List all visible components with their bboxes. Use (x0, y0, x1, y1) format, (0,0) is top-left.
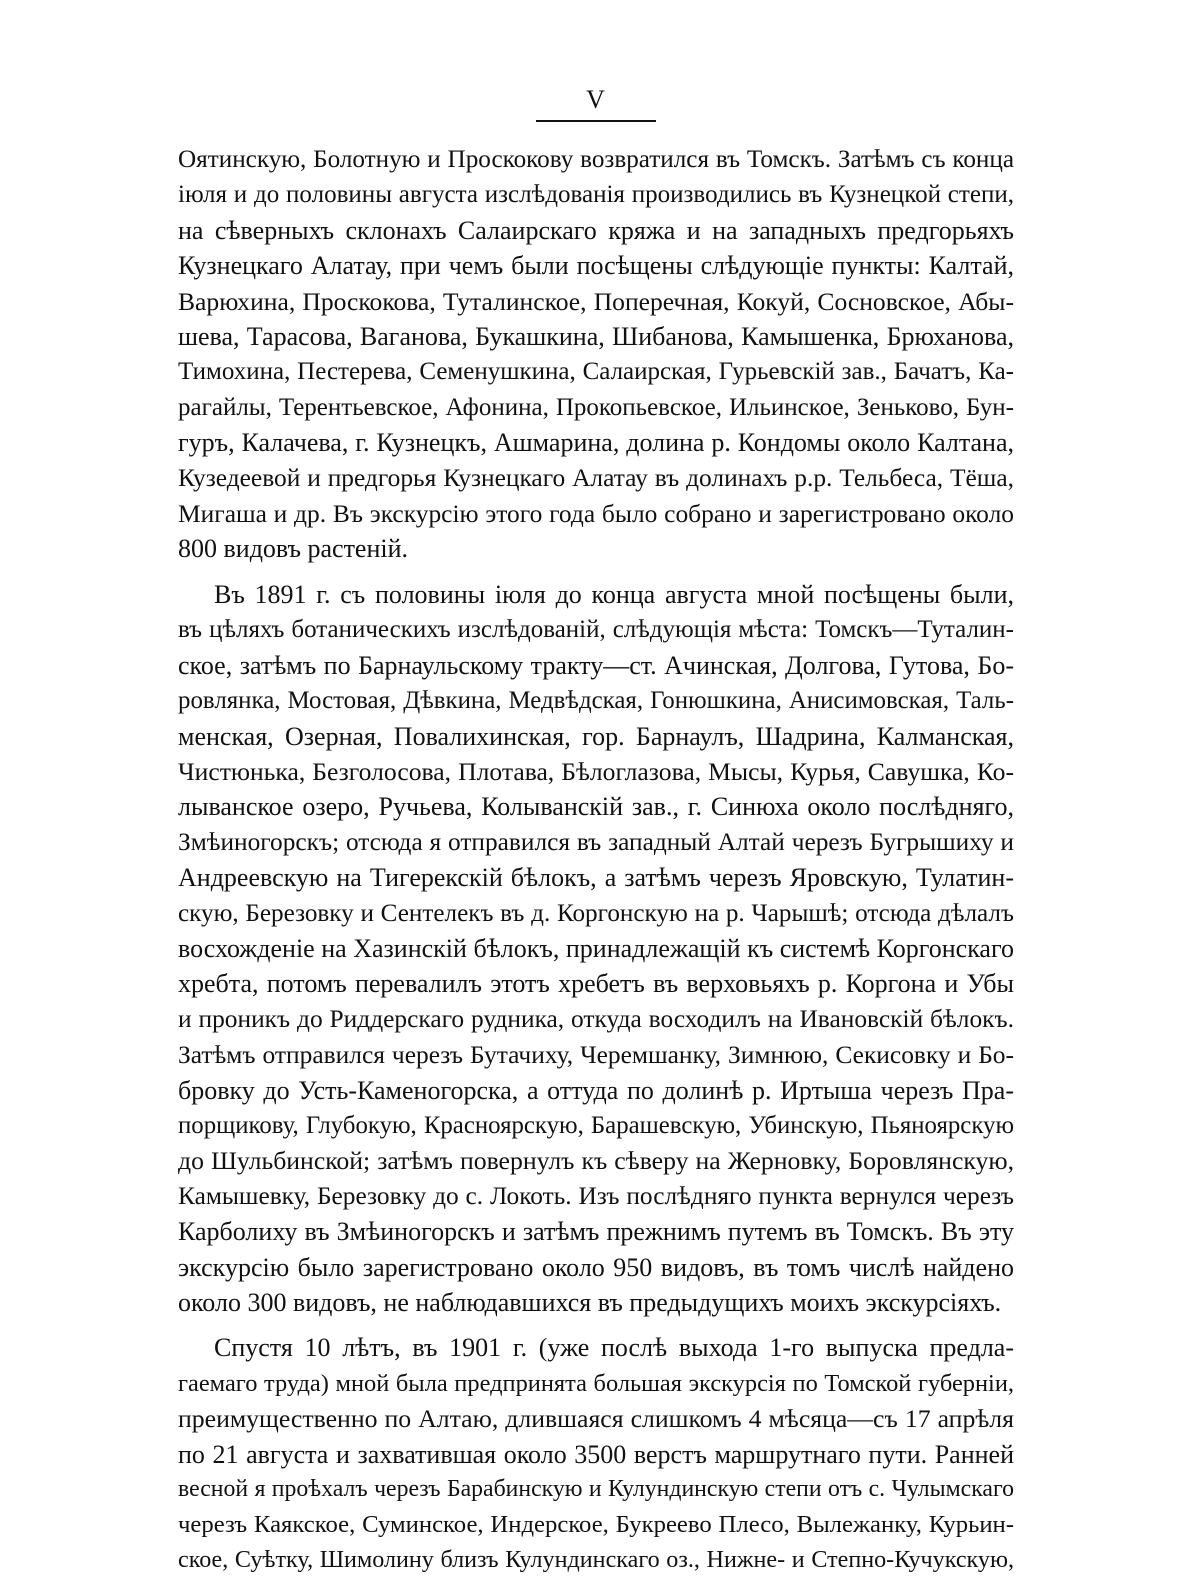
text-line: Затѣмъ отправился черезъ Бутачиху, Черемшанку, Зимнюю, Секисовку и Бо- (178, 1040, 1014, 1070)
text-line: Кузнецкаго Алатау, при чемъ были посѣщены слѣдующіе пункты: Калтай, (178, 251, 1014, 281)
text-line: ское, затѣмъ по Барнаульскому тракту—ст. Ачинская, Долгова, Гутова, Бо- (178, 650, 1014, 680)
text-line: и проникъ до Риддерскаго рудника, откуда восходилъ на Ивановскій бѣлокъ. (178, 1004, 1014, 1033)
text-line: гуръ, Калачева, г. Кузнецкъ, Ашмарина, долина р. Кондомы около Калтана, (178, 428, 1014, 458)
paragraph-1 (178, 142, 1014, 567)
document-page (178, 84, 1014, 1578)
text-line: Карболиху въ Змѣиногорскъ и затѣмъ прежнимъ путемъ въ Томскъ. Въ эту (178, 1217, 1014, 1247)
text-line: Змѣиногорскъ; отсюда я отправился въ западный Алтай черезъ Бугрышиху и (178, 827, 1014, 856)
text-line: ское, Суѣтку, Шимолину близъ Кулундинскаго оз., Нижне- и Степно-Кучукскую, (178, 1546, 1014, 1573)
text-line: преимущественно по Алтаю, длившаяся слишкомъ 4 мѣсяца—съ 17 апрѣля (178, 1404, 1014, 1434)
paragraph-3 (178, 1330, 1014, 1578)
text-line: рагайлы, Терентьевское, Афонина, Прокопьевское, Ильинское, Зеньково, Бун- (178, 393, 1014, 421)
text-line: около 300 видовъ, не наблюдавшихся въ предыдущихъ моихъ экскурсіяхъ. (178, 1288, 1002, 1317)
text-line: іюля и до половины августа изслѣдованія производились въ Кузнецкой степи, (178, 181, 1014, 209)
text-line: въ цѣляхъ ботаническихъ изслѣдованій, слѣдующія мѣста: Томскъ—Туталин- (178, 616, 1014, 644)
text-line: лыванское озеро, Ручьева, Колыванскій зав., г. Синюха около послѣдняго, (178, 792, 1014, 822)
text-line: Кузедеевой и предгорья Кузнецкаго Алатау въ долинахъ р.р. Тельбеса, Тёша, (178, 463, 1014, 492)
text-line: до Шульбинской; затѣмъ повернулъ къ сѣверу на Жерновку, Боровлянскую, (178, 1146, 1014, 1176)
text-line: Тимохина, Пестерева, Семенушкина, Салаирская, Гурьевскій зав., Бачатъ, Ка- (178, 358, 1014, 386)
text-line: Спустя 10 лѣтъ, въ 1901 г. (уже послѣ выхода 1-го выпуска предла- (214, 1333, 1014, 1363)
text-line: порщикову, Глубокую, Красноярскую, Барашевскую, Убинскую, Пьяноярскую (178, 1111, 1014, 1139)
text-line: гаемаго труда) мной была предпринята большая экскурсія по Томской губерніи, (178, 1369, 1014, 1397)
text-line: хребта, потомъ перевалилъ этотъ хребетъ въ верховьяхъ р. Коргона и Убы (178, 969, 1014, 999)
text-line: менская, Озерная, Повалихинская, гор. Барнаулъ, Шадрина, Калманская, (178, 721, 1014, 751)
text-line: Андреевскую на Тигерекскій бѣлокъ, а затѣмъ черезъ Яровскую, Тулатин- (178, 863, 1014, 893)
text-line: шева, Тарасова, Ваганова, Букашкина, Шибанова, Камышенка, Брюханова, (178, 322, 1014, 352)
text-line: Варюхина, Проскокова, Туталинское, Поперечная, Кокуй, Сосновское, Абы- (178, 286, 1014, 316)
text-line: 800 видовъ растеній. (178, 534, 409, 564)
text-line: Камышевку, Березовку до с. Локоть. Изъ послѣдняго пункта вернулся черезъ (178, 1181, 1014, 1210)
text-line: Въ 1891 г. съ половины іюля до конца августа мной посѣщены были, (214, 579, 1014, 609)
page-number: V (586, 85, 606, 114)
text-line: черезъ Каякское, Суминское, Индерское, Букреево Плесо, Вылежанку, Курьин- (178, 1511, 1014, 1539)
text-line: восхожденіе на Хазинскій бѣлокъ, принадлежащій къ системѣ Коргонскаго (178, 933, 1014, 963)
text-line: экскурсію было зарегистровано около 950 видовъ, въ томъ числѣ найдено (178, 1252, 1014, 1282)
text-line: бровку до Усть-Каменогорска, а оттуда по долинѣ р. Иртыша черезъ Пра- (178, 1075, 1014, 1105)
text-line: по 21 августа и захватившая около 3500 верстъ маршрутнаго пути. Ранней (178, 1439, 1014, 1469)
text-line: на сѣверныхъ склонахъ Салаирскаго кряжа и на западныхъ предгорьяхъ (178, 215, 1014, 245)
text-line: Мигаша и др. Въ экскурсію этого года было собрано и зарегистровано около (178, 499, 1014, 529)
text-line: скую, Березовку и Сентелекъ въ д. Коргонскую на р. Чарышѣ; отсюда дѣлалъ (178, 899, 1014, 927)
text-line: весной я проѣхалъ черезъ Барабинскую и Кулундинскую степи отъ с. Чулымскаго (178, 1476, 1014, 1503)
text-line: ровлянка, Мостовая, Дѣвкина, Медвѣдская, Гонюшкина, Анисимовская, Таль- (178, 687, 1014, 715)
paragraph-2 (178, 577, 1014, 1321)
text-line: Чистюнька, Безголосова, Плотава, Бѣлоглазова, Мысы, Курья, Савушка, Ко- (178, 756, 1014, 786)
page-number-rule (536, 120, 656, 122)
text-line: Оятинскую, Болотную и Проскокову возвратился въ Томскъ. Затѣмъ съ конца (178, 146, 1014, 173)
